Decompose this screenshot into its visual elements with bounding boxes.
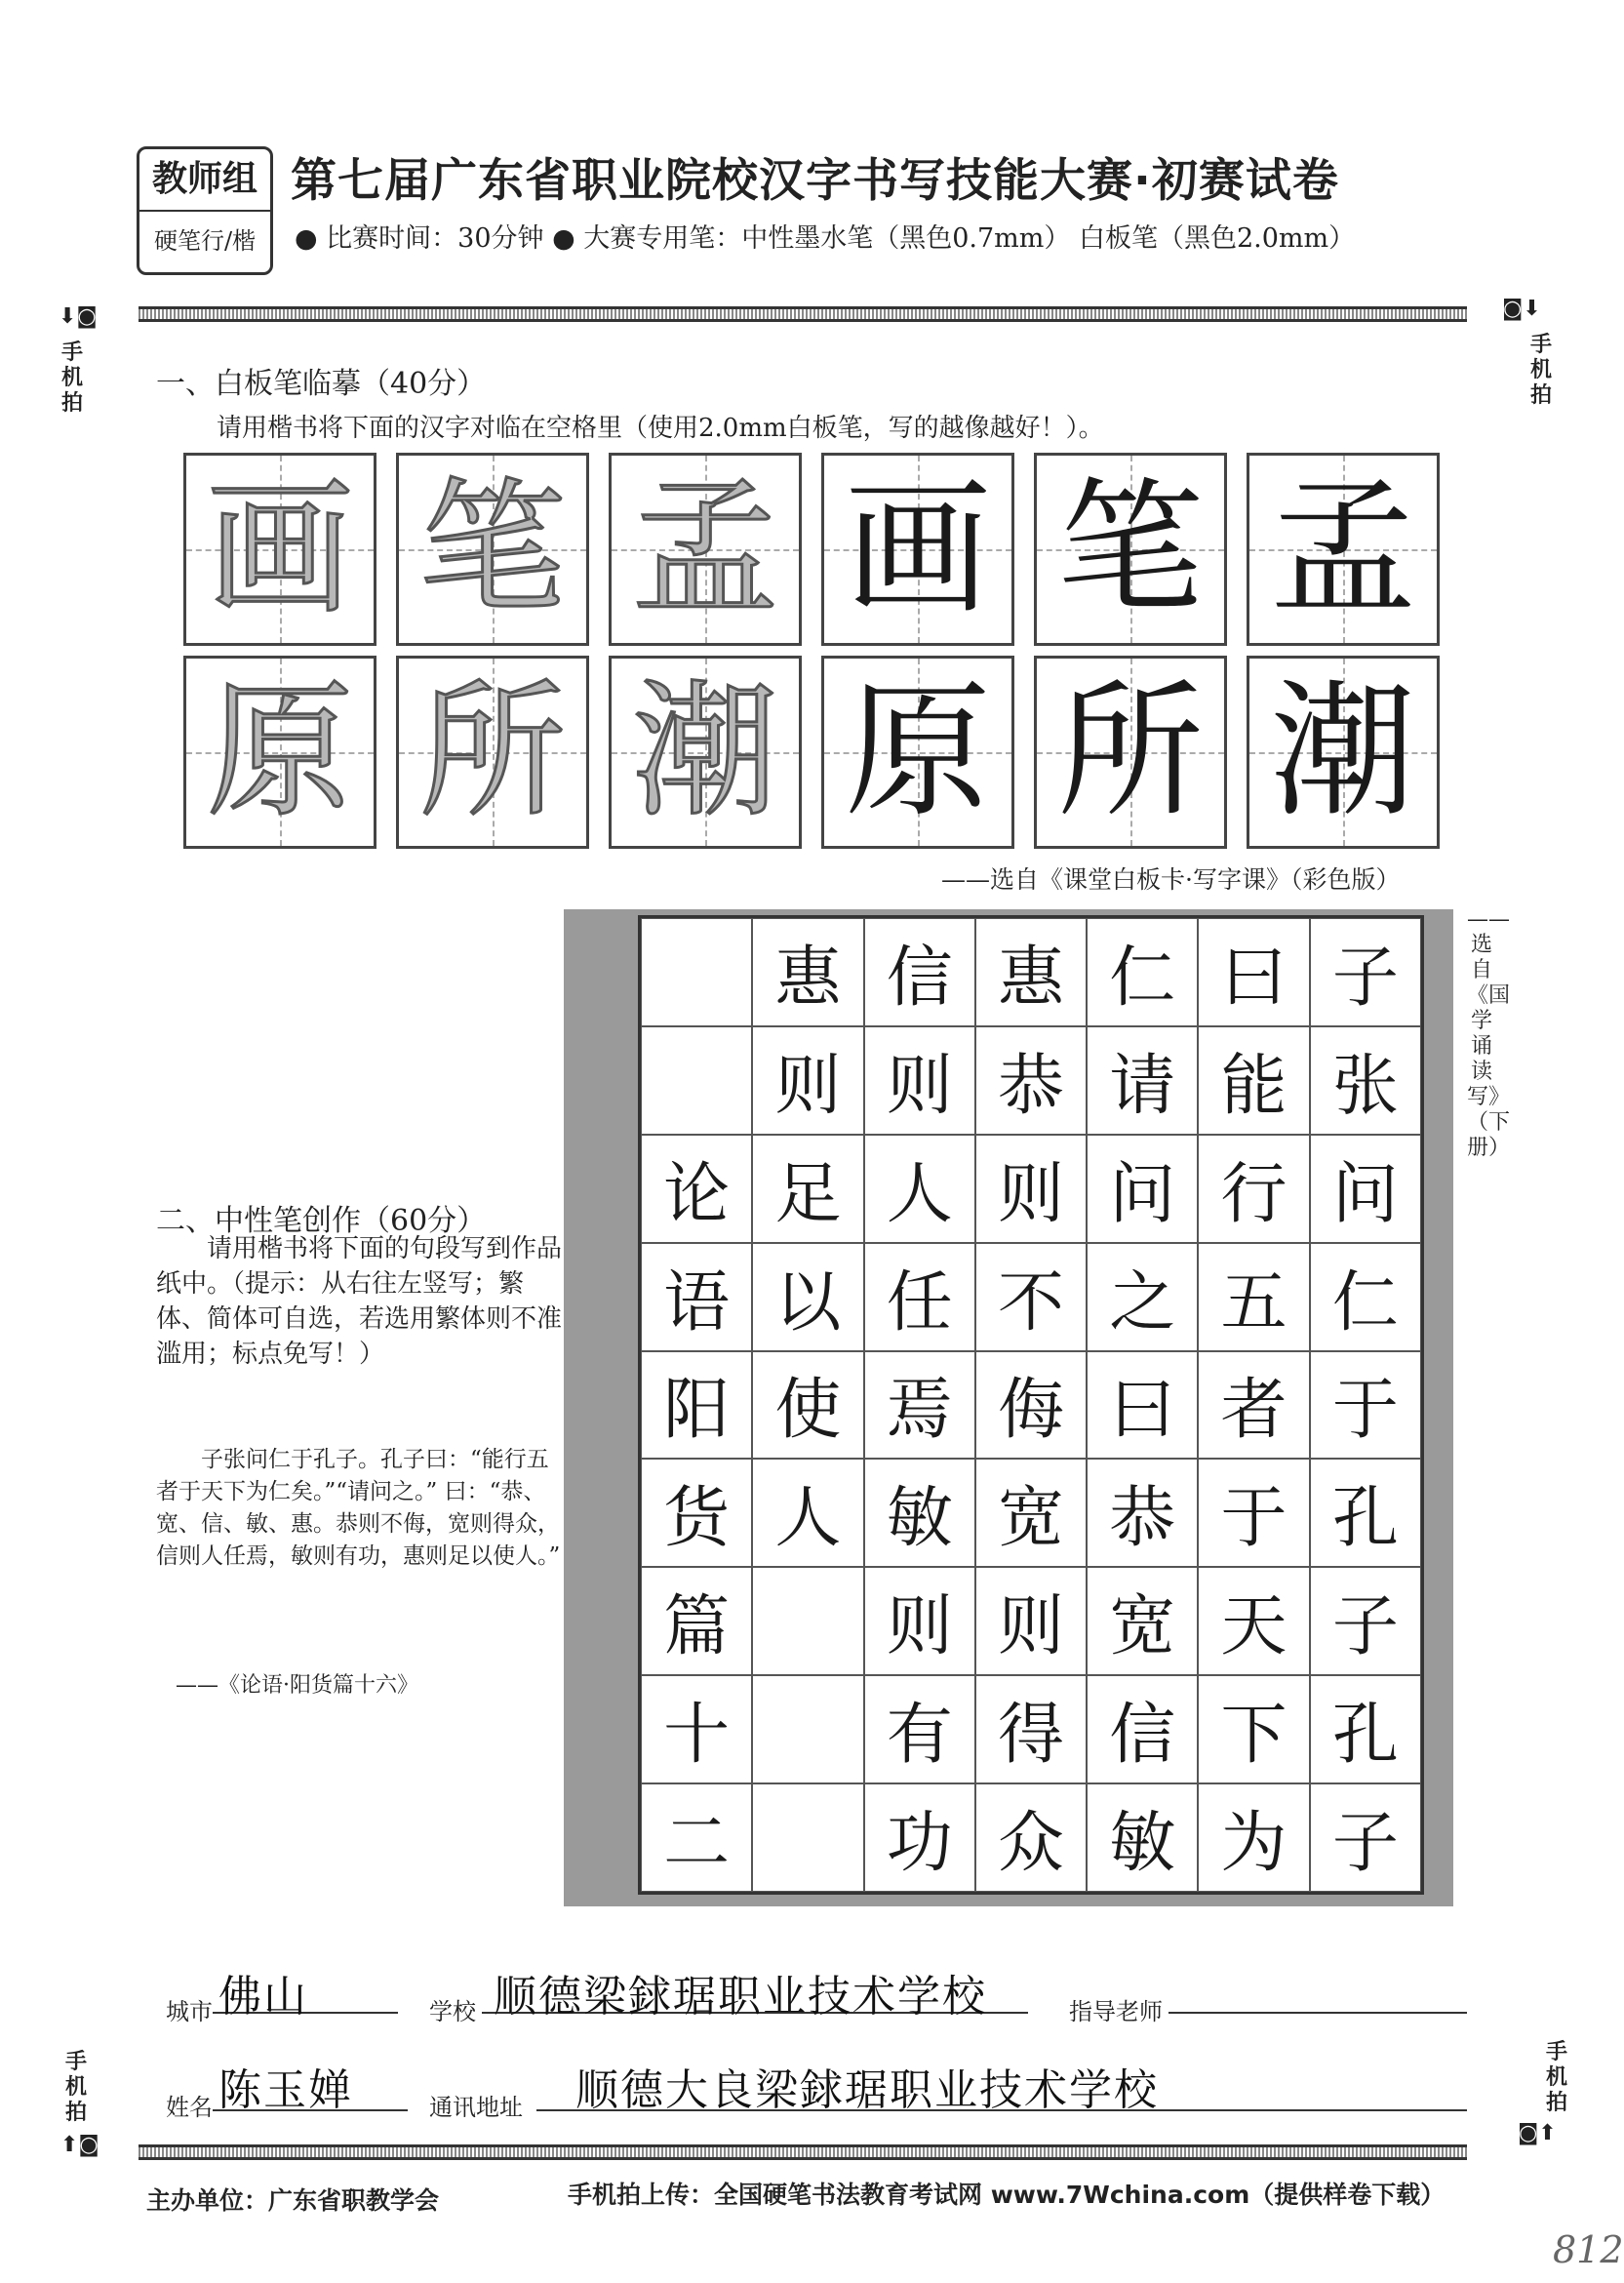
grid-cell: 请: [1087, 1026, 1198, 1135]
grid-cell: 行: [1198, 1135, 1309, 1243]
writing-grid: [638, 915, 1424, 1895]
teacher-underline: [1168, 2010, 1467, 2014]
copied-char: 所: [1056, 667, 1204, 837]
bottom-divider: [139, 2144, 1467, 2160]
phone-label-bottom-right: 手机拍: [1545, 2039, 1567, 2115]
top-divider: [139, 306, 1467, 322]
model-char: 原: [206, 667, 353, 837]
grid-cell: 下: [1198, 1675, 1309, 1783]
grid-cell: 子: [1310, 1783, 1421, 1892]
copied-char: 孟: [1269, 464, 1416, 634]
grid-cell: 则: [864, 1567, 975, 1675]
organizer-text: 主办单位：广东省职教学会: [146, 2186, 440, 2215]
name-label: 姓名: [166, 2094, 213, 2121]
city-label: 城市: [166, 1998, 213, 2025]
section1-instruction: 请用楷书将下面的汉字对临在空格里（使用2.0mm白板笔，写的越像越好！）。: [217, 414, 1104, 443]
copy-cell: [1034, 656, 1227, 849]
grid-cell: 惠: [752, 918, 863, 1026]
grid-cell: 阳: [641, 1351, 752, 1460]
grid-cell: 侮: [975, 1351, 1087, 1460]
grid-cell: [641, 1026, 752, 1135]
grid-cell: [752, 1675, 863, 1783]
grid-cell: 惠: [975, 918, 1087, 1026]
grid-cell: 于: [1310, 1351, 1421, 1460]
copy-cell: [821, 656, 1014, 849]
grid-cell: 使: [752, 1351, 863, 1460]
grid-cell: 敏: [864, 1459, 975, 1567]
grid-cell: 则: [752, 1026, 863, 1135]
city-value[interactable]: 佛山: [218, 1972, 308, 2022]
copied-char: 潮: [1269, 667, 1416, 837]
copied-char: 画: [844, 464, 991, 634]
phone-upload-icon: ◙⬇: [1502, 297, 1541, 321]
model-char: 笔: [418, 464, 566, 634]
copy-grid-row-2: [183, 656, 1440, 849]
model-char: 画: [206, 464, 353, 634]
grid-cell: 者: [1198, 1351, 1309, 1460]
group-label: 教师组: [139, 149, 270, 212]
passage-text: 子张问仁于孔子。孔子曰：“能行五者于天下为仁矣。”“请问之。” 曰：“恭、宽、信、敏、惠。恭则不侮，宽则得众，信则人任焉，敏则有功，惠则足以使人。”: [156, 1447, 561, 1569]
copied-char: 原: [844, 667, 991, 837]
section1-source: ——选自《课堂白板卡·写字课》（彩色版）: [941, 865, 1401, 894]
grid-cell: 敏: [1087, 1783, 1198, 1892]
address-label: 通讯地址: [429, 2094, 523, 2121]
grid-cell: 问: [1310, 1135, 1421, 1243]
phone-upload-icon: ⬆◙: [60, 2133, 99, 2157]
grid-cell: 孔: [1310, 1675, 1421, 1783]
phone-upload-icon: ⬇◙: [59, 304, 98, 329]
group-badge: [137, 146, 273, 275]
model-cell: [396, 453, 589, 646]
page-number: 812: [1553, 2228, 1624, 2271]
grid-cell: 曰: [1198, 918, 1309, 1026]
grid-cell: 论: [641, 1135, 752, 1243]
model-cell: [396, 656, 589, 849]
upload-text: 手机拍上传：全国硬笔书法教育考试网 www.7Wchina.com（提供样卷下载）: [568, 2181, 1446, 2209]
model-cell: [183, 656, 376, 849]
copy-cell: [1247, 656, 1440, 849]
phone-label-top-right: 手机拍: [1529, 332, 1552, 408]
grid-cell: [641, 918, 752, 1026]
school-value[interactable]: 顺德梁銶琚职业技术学校: [494, 1972, 987, 2022]
grid-cell: 众: [975, 1783, 1087, 1892]
grid-cell: 恭: [1087, 1459, 1198, 1567]
grid-cell: 则: [975, 1567, 1087, 1675]
grid-cell: 天: [1198, 1567, 1309, 1675]
grid-cell: [752, 1783, 863, 1892]
school-label: 学校: [429, 1998, 476, 2025]
copy-cell: [821, 453, 1014, 646]
grid-cell: 有: [864, 1675, 975, 1783]
grid-cell: [752, 1567, 863, 1675]
grid-cell: 子: [1310, 1567, 1421, 1675]
model-cell: [609, 453, 802, 646]
copy-cell: [1247, 453, 1440, 646]
name-value[interactable]: 陈玉婵: [218, 2065, 353, 2115]
page-title: 第七届广东省职业院校汉字书写技能大赛·初赛试卷: [291, 154, 1339, 208]
category-label: 硬笔行/楷: [153, 227, 257, 255]
section2-heading: 二、中性笔创作（60分）: [156, 1204, 487, 1238]
copied-char: 笔: [1056, 464, 1204, 634]
model-cell: [183, 453, 376, 646]
grid-cell: 宽: [1087, 1567, 1198, 1675]
grid-cell: 曰: [1087, 1351, 1198, 1460]
phone-label-top-left: 手机拍: [60, 340, 83, 416]
grid-cell: 宽: [975, 1459, 1087, 1567]
teacher-label: 指导老师: [1069, 1998, 1163, 2025]
grid-cell: 二: [641, 1783, 752, 1892]
copy-cell: [1034, 453, 1227, 646]
grid-cell: 五: [1198, 1243, 1309, 1351]
address-value[interactable]: 顺德大良梁銶琚职业技术学校: [575, 2065, 1159, 2115]
grid-cell: 之: [1087, 1243, 1198, 1351]
grid-cell: 焉: [864, 1351, 975, 1460]
section1-heading: 一、白板笔临摹（40分）: [156, 367, 487, 401]
grid-cell: 为: [1198, 1783, 1309, 1892]
grid-cell: 张: [1310, 1026, 1421, 1135]
phone-upload-icon: ◙⬆: [1518, 2121, 1557, 2145]
grid-cell: 人: [864, 1135, 975, 1243]
copy-grid-row-1: [183, 453, 1440, 646]
grid-cell: 足: [752, 1135, 863, 1243]
grid-cell: 于: [1198, 1459, 1309, 1567]
model-char: 潮: [631, 667, 778, 837]
grid-cell: 仁: [1087, 918, 1198, 1026]
model-char: 所: [418, 667, 566, 837]
grid-cell: 任: [864, 1243, 975, 1351]
grid-cell: 孔: [1310, 1459, 1421, 1567]
grid-cell: 语: [641, 1243, 752, 1351]
grid-cell: 篇: [641, 1567, 752, 1675]
grid-cell: 仁: [1310, 1243, 1421, 1351]
grid-cell: 信: [1087, 1675, 1198, 1783]
section2-instruction: 请用楷书将下面的句段写到作品纸中。（提示：从右往左竖写；繁体、简体可自选，若选用繁体则不准滥用；标点免写！）: [156, 1234, 563, 1369]
grid-cell: 子: [1310, 918, 1421, 1026]
section2-source-vertical: ——选自《国学诵读写》（下册）: [1467, 907, 1511, 1160]
grid-cell: 十: [641, 1675, 752, 1783]
grid-cell: 则: [975, 1135, 1087, 1243]
grid-cell: 功: [864, 1783, 975, 1892]
grid-cell: 信: [864, 918, 975, 1026]
grid-cell: 恭: [975, 1026, 1087, 1135]
passage-source: ——《论语·阳货篇十六》: [176, 1673, 418, 1698]
grid-cell: 能: [1198, 1026, 1309, 1135]
grid-cell: 得: [975, 1675, 1087, 1783]
grid-cell: 以: [752, 1243, 863, 1351]
model-cell: [609, 656, 802, 849]
grid-cell: 问: [1087, 1135, 1198, 1243]
grid-cell: 货: [641, 1459, 752, 1567]
grid-cell: 不: [975, 1243, 1087, 1351]
grid-cell: 人: [752, 1459, 863, 1567]
exam-info: ● 比赛时间：30分钟 ● 大赛专用笔：中性墨水笔（黑色0.7mm） 白板笔（黑色2.0mm）: [295, 223, 1356, 254]
model-char: 孟: [631, 464, 778, 634]
phone-label-bottom-left: 手机拍: [64, 2049, 87, 2125]
grid-cell: 则: [864, 1026, 975, 1135]
